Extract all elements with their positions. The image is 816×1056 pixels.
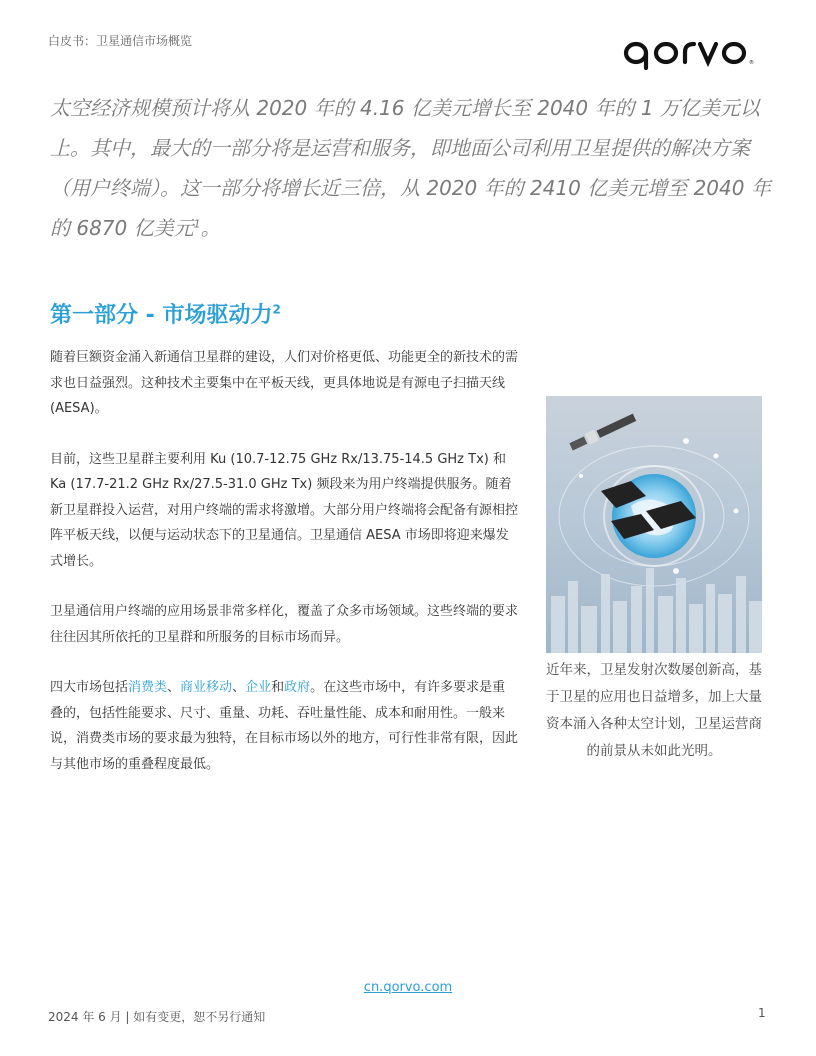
paragraph-3: 卫星通信用户终端的应用场景非常多样化，覆盖了众多市场领域。这些终端的要求往往因其所依托的卫星群和所服务的目标市场而异。 bbox=[50, 604, 519, 645]
market-commercial-mobile: 商业移动 bbox=[180, 680, 233, 695]
paragraph-4: 四大市场包括消费类、商业移动、企业和政府。在这些市场中，有许多要求是重叠的，包括性能要求、尺寸、重量、功耗、吞吐量性能、成本和耐用性。一般来说，消费类市场的要求最为独特，在目标市场以外的地方，可行性非常有限，因此与其他市场的重叠程度最低。 bbox=[50, 680, 519, 772]
svg-text:®: ® bbox=[749, 60, 754, 66]
footnote-ref: 1 bbox=[193, 217, 201, 231]
lead-paragraph: 太空经济规模预计将从 2020 年的 4.16 亿美元增长至 2040 年的 1 万亿美元以上。其中，最大的一部分将是运营和服务，即地面公司利用卫星提供的解决方案（用户终端）。这一部分将增长近三倍，从 2020 年的 2410 亿美元增至 2040 年的 6870 亿美元$^1$。 bbox=[50, 96, 771, 240]
footer-url-container bbox=[0, 980, 816, 995]
market-enterprise: 企业 bbox=[245, 680, 272, 695]
page-number: 1 bbox=[758, 1006, 766, 1020]
satellite-chip-illustration bbox=[546, 396, 762, 653]
footer-date: 2024 年 6 月 | 如有变更，恕不另行通知 bbox=[48, 1010, 266, 1024]
paragraph-2: 目前，这些卫星群主要利用 Ku (10.7-12.75 GHz Rx/13.75-14.5 GHz Tx) 和 Ka (17.7-21.2 GHz Rx/27.5-31.0 GHz Tx) 频段来为用户终端提供服务。随着新卫星群投入运营，对用户终端的需求将激增。大部分用户终端将会配备有源相控阵平板天线，以便与运动状态下的卫星通信。卫星通信 AESA 市场即将迎来爆发式增长。 bbox=[50, 451, 519, 569]
section-heading: 第一部分 - 市场驱动力$^2$ bbox=[50, 302, 281, 328]
body-text bbox=[50, 345, 518, 802]
figure-caption: 近年来，卫星发射次数屡创新高，基于卫星的应用也日益增多，加上大量资本涌入各种太空计划，卫星运营商的前景从未如此光明。 bbox=[546, 662, 762, 759]
footnote-ref: 2 bbox=[272, 302, 281, 317]
document-type-label: 白皮书：卫星通信市场概览 bbox=[48, 34, 193, 48]
market-consumer: 消费类 bbox=[128, 680, 168, 695]
qorvo-logo bbox=[622, 36, 762, 72]
website-link[interactable]: cn.qorvo.com bbox=[363, 980, 453, 995]
paragraph-1: 随着巨额资金涌入新通信卫星群的建设，人们对价格更低、功能更全的新技术的需求也日益强烈。这种技术主要集中在平板天线，更具体地说是有源电子扫描天线 (AESA)。 bbox=[50, 350, 519, 416]
market-government: 政府 bbox=[284, 680, 311, 695]
